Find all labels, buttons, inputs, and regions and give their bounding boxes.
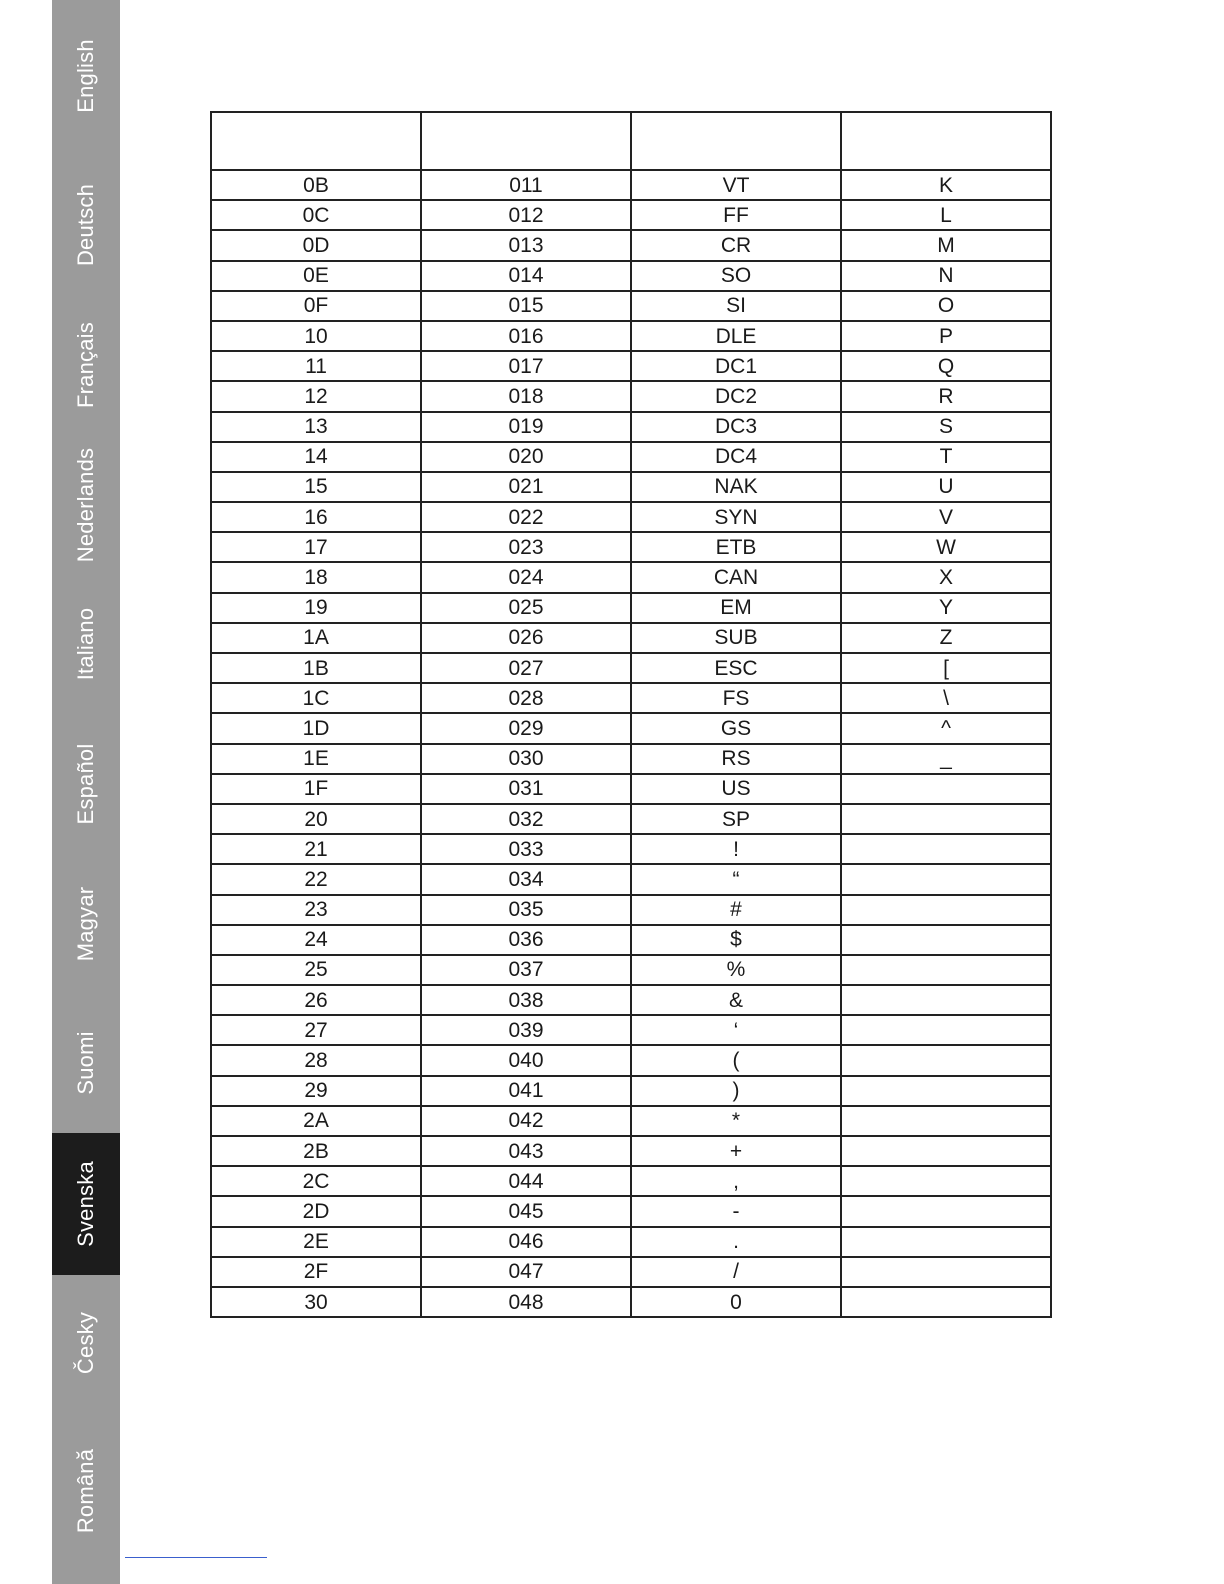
character-cell: * xyxy=(631,1106,841,1136)
character-cell: DLE xyxy=(631,321,841,351)
character-cell: , xyxy=(631,1166,841,1196)
key-cell xyxy=(841,1015,1051,1045)
table-row xyxy=(211,834,1051,864)
table-row xyxy=(211,1166,1051,1196)
hex-cell: 18 xyxy=(211,562,421,592)
table-row xyxy=(211,412,1051,442)
table-row xyxy=(211,472,1051,502)
key-cell: _ xyxy=(841,744,1051,774)
hex-cell: 0C xyxy=(211,200,421,230)
decimal-cell: 027 xyxy=(421,653,631,683)
character-cell: US xyxy=(631,774,841,804)
key-cell: \ xyxy=(841,683,1051,713)
character-cell: EM xyxy=(631,593,841,623)
language-tab-english[interactable] xyxy=(52,5,120,147)
table-row xyxy=(211,895,1051,925)
hex-cell: 29 xyxy=(211,1076,421,1106)
table-row xyxy=(211,291,1051,321)
key-cell: L xyxy=(841,200,1051,230)
table-row xyxy=(211,593,1051,623)
table-row xyxy=(211,170,1051,200)
language-tab-magyar[interactable] xyxy=(52,853,120,995)
language-tab-italiano[interactable] xyxy=(52,573,120,715)
character-cell: $ xyxy=(631,925,841,955)
table-row xyxy=(211,925,1051,955)
hex-cell: 1F xyxy=(211,774,421,804)
table-row xyxy=(211,1196,1051,1226)
decimal-cell: 014 xyxy=(421,261,631,291)
character-cell: SUB xyxy=(631,623,841,653)
character-cell: CR xyxy=(631,230,841,260)
hex-cell: 26 xyxy=(211,985,421,1015)
key-cell xyxy=(841,925,1051,955)
table-row xyxy=(211,683,1051,713)
table-row xyxy=(211,502,1051,532)
language-tab-label: English xyxy=(73,39,98,113)
key-cell: T xyxy=(841,442,1051,472)
key-cell: O xyxy=(841,291,1051,321)
decimal-cell: 011 xyxy=(421,170,631,200)
character-cell: SI xyxy=(631,291,841,321)
language-tab-label: Magyar xyxy=(73,886,98,962)
decimal-cell: 023 xyxy=(421,532,631,562)
character-cell: SO xyxy=(631,261,841,291)
hex-cell: 2A xyxy=(211,1106,421,1136)
table-row xyxy=(211,321,1051,351)
decimal-cell: 022 xyxy=(421,502,631,532)
hex-cell: 19 xyxy=(211,593,421,623)
hex-cell: 24 xyxy=(211,925,421,955)
hex-cell: 13 xyxy=(211,412,421,442)
language-tab-label: Svenska xyxy=(73,1161,98,1247)
character-cell: SP xyxy=(631,804,841,834)
key-cell: S xyxy=(841,412,1051,442)
language-tab-label: Nederlands xyxy=(73,447,98,563)
decimal-cell: 017 xyxy=(421,351,631,381)
footer-rule xyxy=(125,1557,267,1558)
decimal-cell: 025 xyxy=(421,593,631,623)
key-cell xyxy=(841,1106,1051,1136)
hex-cell: 0E xyxy=(211,261,421,291)
key-cell: U xyxy=(841,472,1051,502)
decimal-cell: 043 xyxy=(421,1136,631,1166)
table-row xyxy=(211,955,1051,985)
character-cell: 0 xyxy=(631,1287,841,1317)
hex-cell: 30 xyxy=(211,1287,421,1317)
decimal-cell: 019 xyxy=(421,412,631,442)
key-cell xyxy=(841,895,1051,925)
hex-cell: 2B xyxy=(211,1136,421,1166)
character-cell: CAN xyxy=(631,562,841,592)
key-cell xyxy=(841,1287,1051,1317)
decimal-cell: 012 xyxy=(421,200,631,230)
key-cell: V xyxy=(841,502,1051,532)
key-cell xyxy=(841,1196,1051,1226)
key-cell xyxy=(841,1257,1051,1287)
language-tab-espanol[interactable] xyxy=(52,713,120,855)
hex-cell: 14 xyxy=(211,442,421,472)
language-tab-label: Suomi xyxy=(73,1031,98,1095)
hex-cell: 1A xyxy=(211,623,421,653)
hex-cell: 2D xyxy=(211,1196,421,1226)
table-row xyxy=(211,804,1051,834)
decimal-cell: 030 xyxy=(421,744,631,774)
hex-cell: 0B xyxy=(211,170,421,200)
character-cell: % xyxy=(631,955,841,985)
character-cell: ‘ xyxy=(631,1015,841,1045)
decimal-cell: 021 xyxy=(421,472,631,502)
key-cell xyxy=(841,985,1051,1015)
key-cell xyxy=(841,774,1051,804)
table-row xyxy=(211,200,1051,230)
character-cell: DC4 xyxy=(631,442,841,472)
table-row xyxy=(211,1045,1051,1075)
table-row xyxy=(211,562,1051,592)
key-cell xyxy=(841,864,1051,894)
key-cell xyxy=(841,1136,1051,1166)
character-cell: ! xyxy=(631,834,841,864)
decimal-cell: 046 xyxy=(421,1227,631,1257)
hex-cell: 1C xyxy=(211,683,421,713)
decimal-cell: 047 xyxy=(421,1257,631,1287)
hex-cell: 27 xyxy=(211,1015,421,1045)
table-row xyxy=(211,985,1051,1015)
decimal-cell: 015 xyxy=(421,291,631,321)
table-row xyxy=(211,381,1051,411)
hex-cell: 1B xyxy=(211,653,421,683)
header-decimal xyxy=(421,112,631,170)
decimal-cell: 028 xyxy=(421,683,631,713)
key-cell xyxy=(841,1227,1051,1257)
character-cell: DC1 xyxy=(631,351,841,381)
table-row xyxy=(211,1015,1051,1045)
key-cell: X xyxy=(841,562,1051,592)
hex-cell: 11 xyxy=(211,351,421,381)
hex-cell: 22 xyxy=(211,864,421,894)
decimal-cell: 038 xyxy=(421,985,631,1015)
key-cell: P xyxy=(841,321,1051,351)
key-cell: Z xyxy=(841,623,1051,653)
table-row xyxy=(211,442,1051,472)
character-cell: / xyxy=(631,1257,841,1287)
decimal-cell: 039 xyxy=(421,1015,631,1045)
table-row xyxy=(211,532,1051,562)
table-row xyxy=(211,653,1051,683)
language-tab-romana[interactable] xyxy=(52,1420,120,1562)
table-body xyxy=(211,170,1051,1317)
character-cell: FF xyxy=(631,200,841,230)
key-cell xyxy=(841,955,1051,985)
hex-cell: 0D xyxy=(211,230,421,260)
key-cell: Q xyxy=(841,351,1051,381)
character-cell: ( xyxy=(631,1045,841,1075)
language-tab-cesky[interactable] xyxy=(52,1272,120,1414)
table-row xyxy=(211,744,1051,774)
table-row xyxy=(211,1287,1051,1317)
table-row xyxy=(211,864,1051,894)
hex-cell: 17 xyxy=(211,532,421,562)
decimal-cell: 036 xyxy=(421,925,631,955)
decimal-cell: 037 xyxy=(421,955,631,985)
language-tab-label: Deutsch xyxy=(73,183,98,267)
hex-cell: 16 xyxy=(211,502,421,532)
character-cell: ESC xyxy=(631,653,841,683)
decimal-cell: 016 xyxy=(421,321,631,351)
decimal-cell: 013 xyxy=(421,230,631,260)
hex-cell: 28 xyxy=(211,1045,421,1075)
key-cell: R xyxy=(841,381,1051,411)
language-tab-svenska[interactable] xyxy=(52,1133,120,1275)
decimal-cell: 040 xyxy=(421,1045,631,1075)
character-cell: VT xyxy=(631,170,841,200)
decimal-cell: 035 xyxy=(421,895,631,925)
decimal-cell: 045 xyxy=(421,1196,631,1226)
table-row xyxy=(211,1136,1051,1166)
character-cell: DC2 xyxy=(631,381,841,411)
language-tab-francais[interactable] xyxy=(52,294,120,436)
header-character xyxy=(631,112,841,170)
decimal-cell: 020 xyxy=(421,442,631,472)
character-cell: GS xyxy=(631,713,841,743)
character-cell: FS xyxy=(631,683,841,713)
hex-cell: 12 xyxy=(211,381,421,411)
key-cell xyxy=(841,804,1051,834)
ascii-code-table xyxy=(210,111,1052,1318)
hex-cell: 2F xyxy=(211,1257,421,1287)
key-cell: N xyxy=(841,261,1051,291)
table-row xyxy=(211,623,1051,653)
decimal-cell: 048 xyxy=(421,1287,631,1317)
hex-cell: 23 xyxy=(211,895,421,925)
decimal-cell: 018 xyxy=(421,381,631,411)
hex-cell: 1D xyxy=(211,713,421,743)
header-key xyxy=(841,112,1051,170)
decimal-cell: 041 xyxy=(421,1076,631,1106)
hex-cell: 0F xyxy=(211,291,421,321)
table-header-row xyxy=(211,112,1051,170)
key-cell: W xyxy=(841,532,1051,562)
character-cell: . xyxy=(631,1227,841,1257)
character-cell: NAK xyxy=(631,472,841,502)
header-hex xyxy=(211,112,421,170)
key-cell xyxy=(841,1166,1051,1196)
language-tab-label: Français xyxy=(73,322,98,408)
key-cell xyxy=(841,1045,1051,1075)
decimal-cell: 032 xyxy=(421,804,631,834)
hex-cell: 1E xyxy=(211,744,421,774)
key-cell xyxy=(841,1076,1051,1106)
language-sidebar xyxy=(52,0,120,1584)
decimal-cell: 033 xyxy=(421,834,631,864)
hex-cell: 20 xyxy=(211,804,421,834)
hex-cell: 2C xyxy=(211,1166,421,1196)
key-cell: K xyxy=(841,170,1051,200)
table-row xyxy=(211,261,1051,291)
character-cell: ) xyxy=(631,1076,841,1106)
hex-cell: 25 xyxy=(211,955,421,985)
table-row xyxy=(211,713,1051,743)
language-tab-deutsch[interactable] xyxy=(52,154,120,296)
language-tab-label: Česky xyxy=(73,1311,98,1375)
character-cell: ETB xyxy=(631,532,841,562)
key-cell xyxy=(841,834,1051,864)
hex-cell: 2E xyxy=(211,1227,421,1257)
language-tab-label: Română xyxy=(73,1448,98,1534)
key-cell: ^ xyxy=(841,713,1051,743)
table-row xyxy=(211,1257,1051,1287)
decimal-cell: 042 xyxy=(421,1106,631,1136)
character-cell: + xyxy=(631,1136,841,1166)
decimal-cell: 026 xyxy=(421,623,631,653)
hex-cell: 15 xyxy=(211,472,421,502)
key-cell: Y xyxy=(841,593,1051,623)
table-row xyxy=(211,774,1051,804)
character-cell: # xyxy=(631,895,841,925)
language-tab-nederlands[interactable] xyxy=(52,434,120,576)
key-cell: M xyxy=(841,230,1051,260)
language-tab-label: Español xyxy=(73,743,98,825)
table-row xyxy=(211,1227,1051,1257)
character-cell: RS xyxy=(631,744,841,774)
table-row xyxy=(211,230,1051,260)
table-row xyxy=(211,1106,1051,1136)
decimal-cell: 034 xyxy=(421,864,631,894)
decimal-cell: 031 xyxy=(421,774,631,804)
language-tab-suomi[interactable] xyxy=(52,992,120,1134)
character-cell: SYN xyxy=(631,502,841,532)
key-cell: [ xyxy=(841,653,1051,683)
hex-cell: 10 xyxy=(211,321,421,351)
decimal-cell: 029 xyxy=(421,713,631,743)
character-cell: - xyxy=(631,1196,841,1226)
character-cell: DC3 xyxy=(631,412,841,442)
character-cell: & xyxy=(631,985,841,1015)
decimal-cell: 024 xyxy=(421,562,631,592)
hex-cell: 21 xyxy=(211,834,421,864)
character-cell: “ xyxy=(631,864,841,894)
table-row xyxy=(211,1076,1051,1106)
decimal-cell: 044 xyxy=(421,1166,631,1196)
table-row xyxy=(211,351,1051,381)
language-tab-label: Italiano xyxy=(73,607,98,681)
